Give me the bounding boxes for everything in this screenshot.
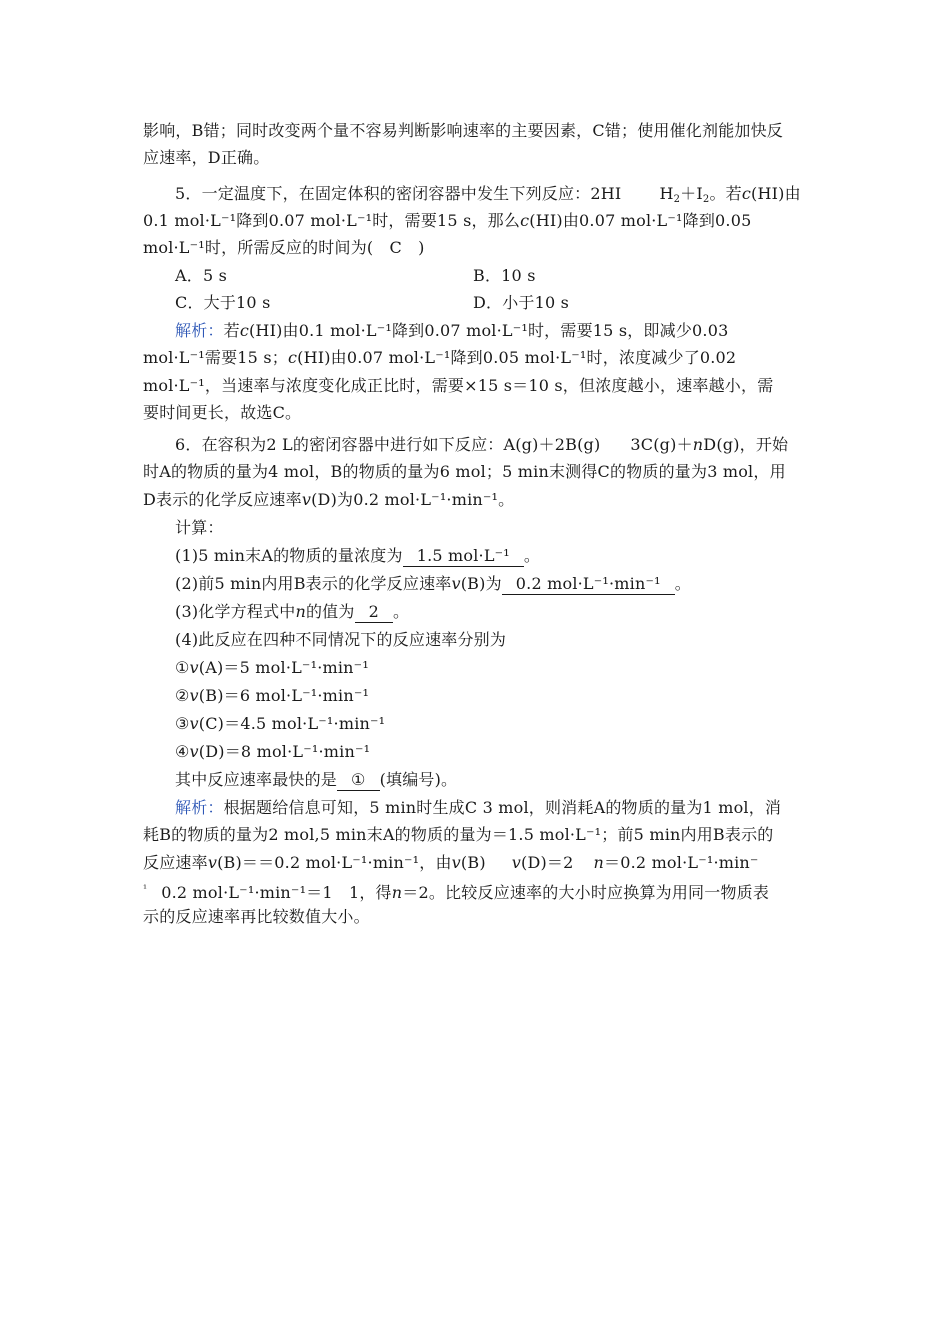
analysis-6-line: 示的反应速率再比较数值大小。	[143, 907, 370, 926]
rate-item: ①v(A)＝5 mol·L⁻¹·min⁻¹	[175, 658, 369, 677]
sub-question-3: (3)化学方程式中n的值为 2 。	[175, 602, 410, 621]
sub-question-1: (1)5 min末A的物质的量浓度为 1.5 mol·L⁻¹ 。	[175, 546, 541, 565]
paragraph-line: 应速率，D正确。	[143, 148, 270, 167]
question-5-options-row-2	[175, 289, 815, 316]
analysis-6-line: 解析：根据题给信息可知，5 min时生成C 3 mol，则消耗A的物质的量为1 mol，消	[175, 798, 782, 817]
answer-blank: 1.5 mol·L⁻¹	[403, 546, 524, 567]
rate-item: ④v(D)＝8 mol·L⁻¹·min⁻¹	[175, 742, 371, 761]
answer-blank: 2	[355, 602, 393, 623]
analysis-5-line: 要时间更长，故选C。	[143, 403, 302, 422]
option-d: D．小于10 s	[473, 293, 570, 312]
analysis-label: 解析：	[175, 798, 224, 817]
rate-item: ③v(C)＝4.5 mol·L⁻¹·min⁻¹	[175, 714, 386, 733]
question-6-stem: 6．在容积为2 L的密闭容器中进行如下反应：A(g)＋2B(g) 3C(g)＋nD(g)，开始	[175, 435, 789, 454]
analysis-5-line: 解析：若c(HI)由0.1 mol·L⁻¹降到0.07 mol·L⁻¹时，需要15 s，即减少0.03	[175, 321, 729, 340]
question-6-line: 时A的物质的量为4 mol，B的物质的量为6 mol；5 min末测得C的物质的量为3 mol，用	[143, 462, 786, 481]
analysis-5-line: mol·L⁻¹，当速率与浓度变化成正比时，需要×15 s＝10 s，但浓度越小，速率越小，需	[143, 376, 774, 395]
fastest-rate-question: 其中反应速率最快的是 ① (填编号)。	[175, 770, 458, 789]
calc-heading: 计算：	[175, 518, 224, 537]
question-5-line: mol·L⁻¹时，所需反应的时间为( C )	[143, 238, 425, 257]
sub-question-2: (2)前5 min内用B表示的化学反应速率v(B)为 0.2 mol·L⁻¹·min⁻¹ 。	[175, 574, 691, 593]
sub-question-4: (4)此反应在四种不同情况下的反应速率分别为	[175, 630, 507, 649]
rate-item: ②v(B)＝6 mol·L⁻¹·min⁻¹	[175, 686, 370, 705]
question-5-stem: 5．一定温度下，在固定体积的密闭容器中发生下列反应：2HI $H_2+I_2$。若c(HI)由	[175, 184, 801, 205]
option-a: A．5 s	[175, 266, 228, 285]
analysis-6-line: 反应速率v(B)＝＝0.2 mol·L⁻¹·min⁻¹，由v(B) v(D)＝2 n＝0.2 mol·L⁻¹·min⁻	[143, 853, 759, 872]
question-5-options-row-1	[175, 262, 815, 289]
question-5-line: 0.1 mol·L⁻¹降到0.07 mol·L⁻¹时，需要15 s，那么c(HI)由0.07 mol·L⁻¹降到0.05	[143, 211, 752, 230]
analysis-label: 解析：	[175, 321, 224, 340]
option-c: C．大于10 s	[175, 293, 271, 312]
analysis-6-line: 耗B的物质的量为2 mol,5 min末A的物质的量为＝1.5 mol·L⁻¹；前5 min内用B表示的	[143, 825, 774, 844]
analysis-5-line: mol·L⁻¹需要15 s；c(HI)由0.07 mol·L⁻¹降到0.05 mol·L⁻¹时，浓度减少了0.02	[143, 348, 737, 367]
option-b: B．10 s	[473, 266, 536, 285]
question-6-line: D表示的化学反应速率v(D)为0.2 mol·L⁻¹·min⁻¹。	[143, 490, 515, 509]
paragraph-line: 影响，B错；同时改变两个量不容易判断影响速率的主要因素，C错；使用催化剂能加快反	[143, 121, 784, 140]
answer-blank: 0.2 mol·L⁻¹·min⁻¹	[502, 574, 675, 595]
answer-blank: ①	[337, 770, 380, 791]
analysis-6-line: $^{^1}$ 0.2 mol·L⁻¹·min⁻¹＝1 1，得n＝2。比较反应速率的大小时应换算为用同一物质表	[143, 883, 770, 902]
